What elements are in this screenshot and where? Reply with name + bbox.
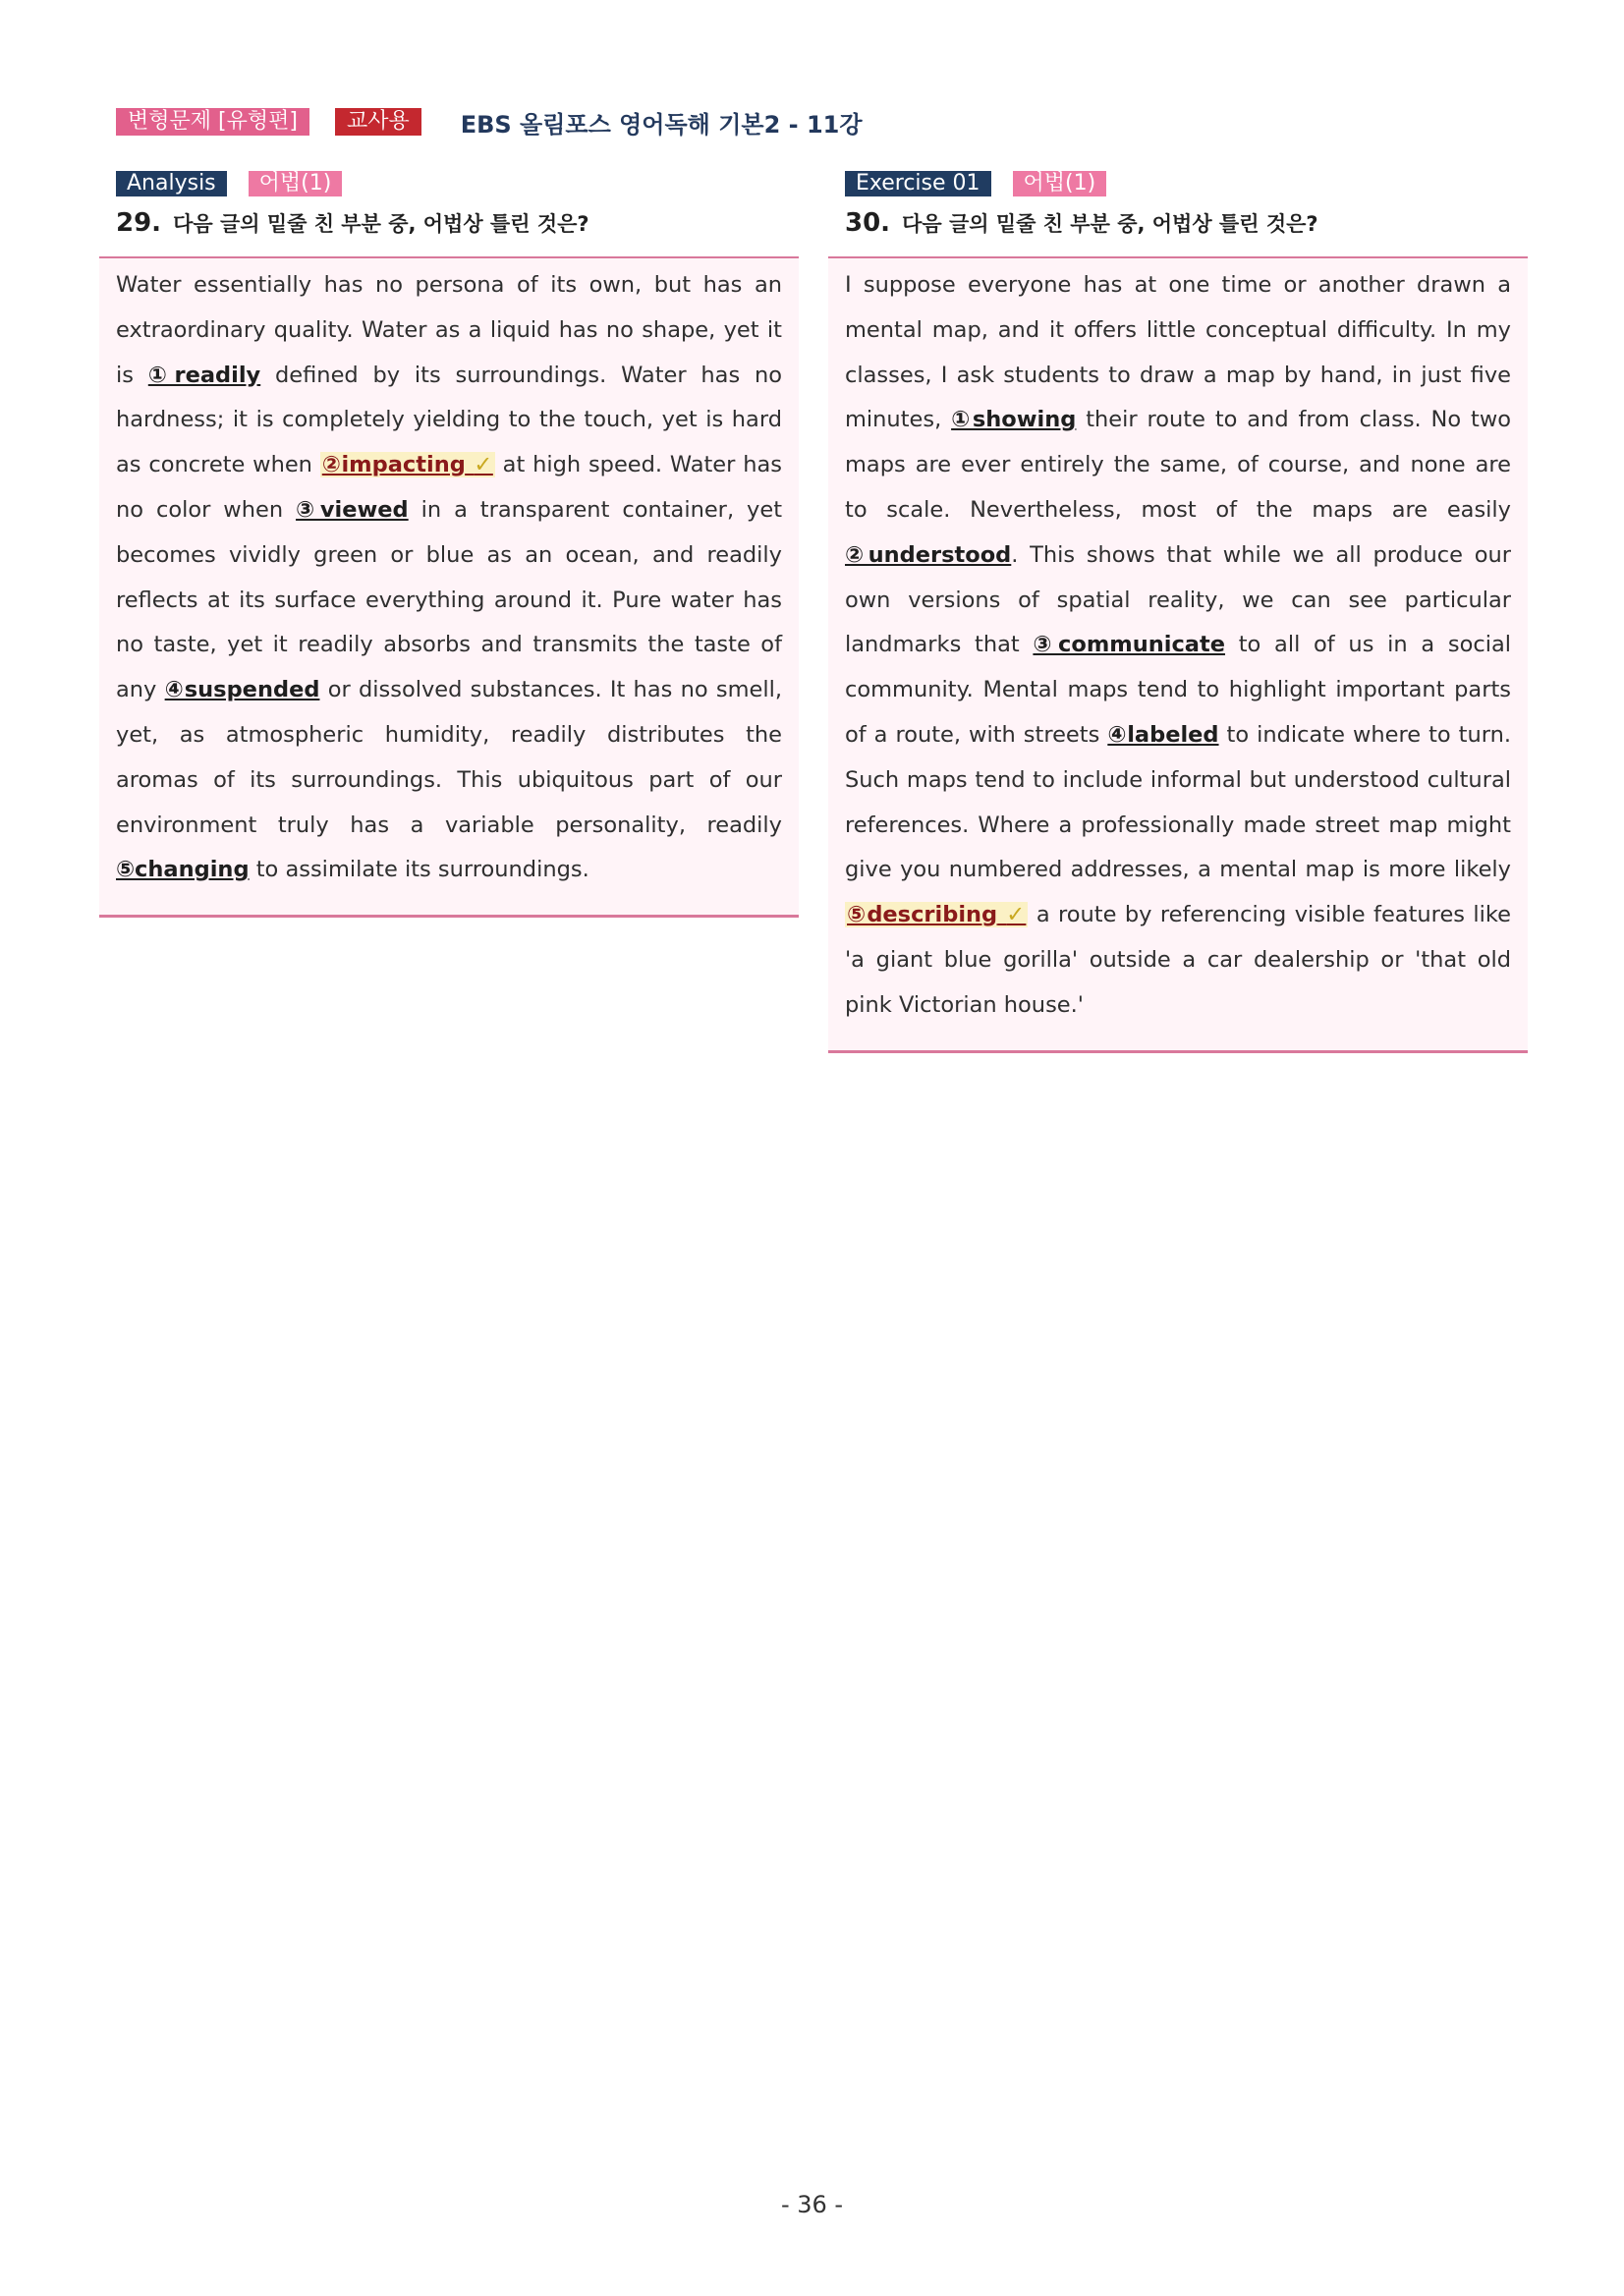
question-prompt — [99, 205, 799, 241]
passage-segment: to all of us in a social community. Mental maps tend to highlight important parts of a route, with streets — [845, 632, 1512, 748]
underlined-option-4: ④suspended — [164, 677, 320, 703]
question-labels — [828, 170, 1528, 197]
underlined-option-3: ③viewed — [296, 496, 409, 523]
analysis-label: Analysis — [116, 171, 227, 196]
passage-segment: or dissolved substances. It has no smell, yet, as atmospheric humidity, readily distributes the aromas of its surroundings. This ubiquitous part of our environment truly has a variable personality, readily — [116, 677, 782, 838]
answer-word: ⑤describing — [847, 902, 998, 928]
question-number: 30. — [845, 208, 891, 238]
passage-segment: to assimilate its surroundings. — [249, 857, 589, 883]
category-tag: 변형문제 [유형편] — [116, 108, 309, 136]
question-prompt — [828, 205, 1528, 241]
exercise-label: Exercise 01 — [845, 171, 991, 196]
passage-text — [845, 263, 1511, 1029]
underlined-option-5-answer — [845, 902, 1028, 927]
underlined-option-4: ④labeled — [1107, 721, 1219, 748]
question-text: 다음 글의 밑줄 친 부분 중, 어법상 틀린 것은? — [902, 212, 1318, 236]
underlined-option-2: ②understood — [845, 541, 1012, 568]
passage-segment: in a transparent container, yet becomes vividly green or blue as an ocean, and readily reflects at its surface everything around it. Pure water has no taste, yet it readily absorbs and transmits the taste of any — [116, 496, 783, 703]
passage-segment: defined by its surroundings. Water has no hardness; it is completely yielding to the touch, yet is hard as concrete when — [116, 362, 782, 478]
answer-word: ②impacting — [321, 452, 466, 478]
question-text: 다음 글의 밑줄 친 부분 중, 어법상 틀린 것은? — [173, 212, 589, 236]
passage-segment: I suppose everyone has at one time or another drawn a mental map, and it offers little conceptual difficulty. In my classes, I ask students to draw a map by hand, in just five minutes, — [845, 272, 1511, 433]
grammar-label: 어법(1) — [249, 171, 343, 196]
question-labels — [99, 170, 799, 197]
passage-segment: a route by referencing visible features like 'a giant blue gorilla' outside a car dealership or 'that old pink Victorian house.' — [845, 902, 1511, 1018]
underlined-option-5: ⑤changing — [116, 857, 250, 883]
grammar-label: 어법(1) — [1013, 171, 1107, 196]
passage-segment: Water essentially has no persona of its own, but has an extraordinary quality. Water as a liquid has no shape, yet it is — [116, 272, 782, 388]
passage-text — [116, 263, 782, 893]
teacher-tag: 교사용 — [335, 108, 421, 136]
passage-segment: their route to and from class. No two maps are ever entirely the same, of course, and none are to scale. Nevertheless, most of the maps are easily — [845, 407, 1511, 523]
underlined-option-1: ①readily — [147, 362, 261, 388]
page-number: - 36 - — [780, 2191, 844, 2218]
passage-segment: . This shows that while we all produce our own versions of spatial reality, we can see particular landmarks that — [845, 541, 1512, 658]
question-30-column — [828, 170, 1528, 1053]
check-mark-icon: ✓ — [474, 452, 493, 478]
underlined-option-2-answer — [320, 452, 495, 477]
underlined-option-1: ①showing — [951, 407, 1077, 433]
book-title: EBS 올림포스 영어독해 기본2 - 11강 — [460, 110, 863, 139]
page-header — [116, 105, 863, 139]
passage-box — [828, 256, 1528, 1053]
underlined-option-3: ③communicate — [1033, 632, 1226, 658]
passage-box — [99, 256, 799, 918]
question-29-column — [99, 170, 799, 918]
passage-segment: at high speed. Water has no color when — [116, 452, 782, 523]
check-mark-icon: ✓ — [1006, 902, 1027, 928]
passage-segment: to indicate where to turn. Such maps tend to include informal but understood cultural references. Where a professionally made street map might give you numbered addresses, a mental map is more likely — [845, 721, 1512, 883]
question-number: 29. — [116, 208, 162, 238]
